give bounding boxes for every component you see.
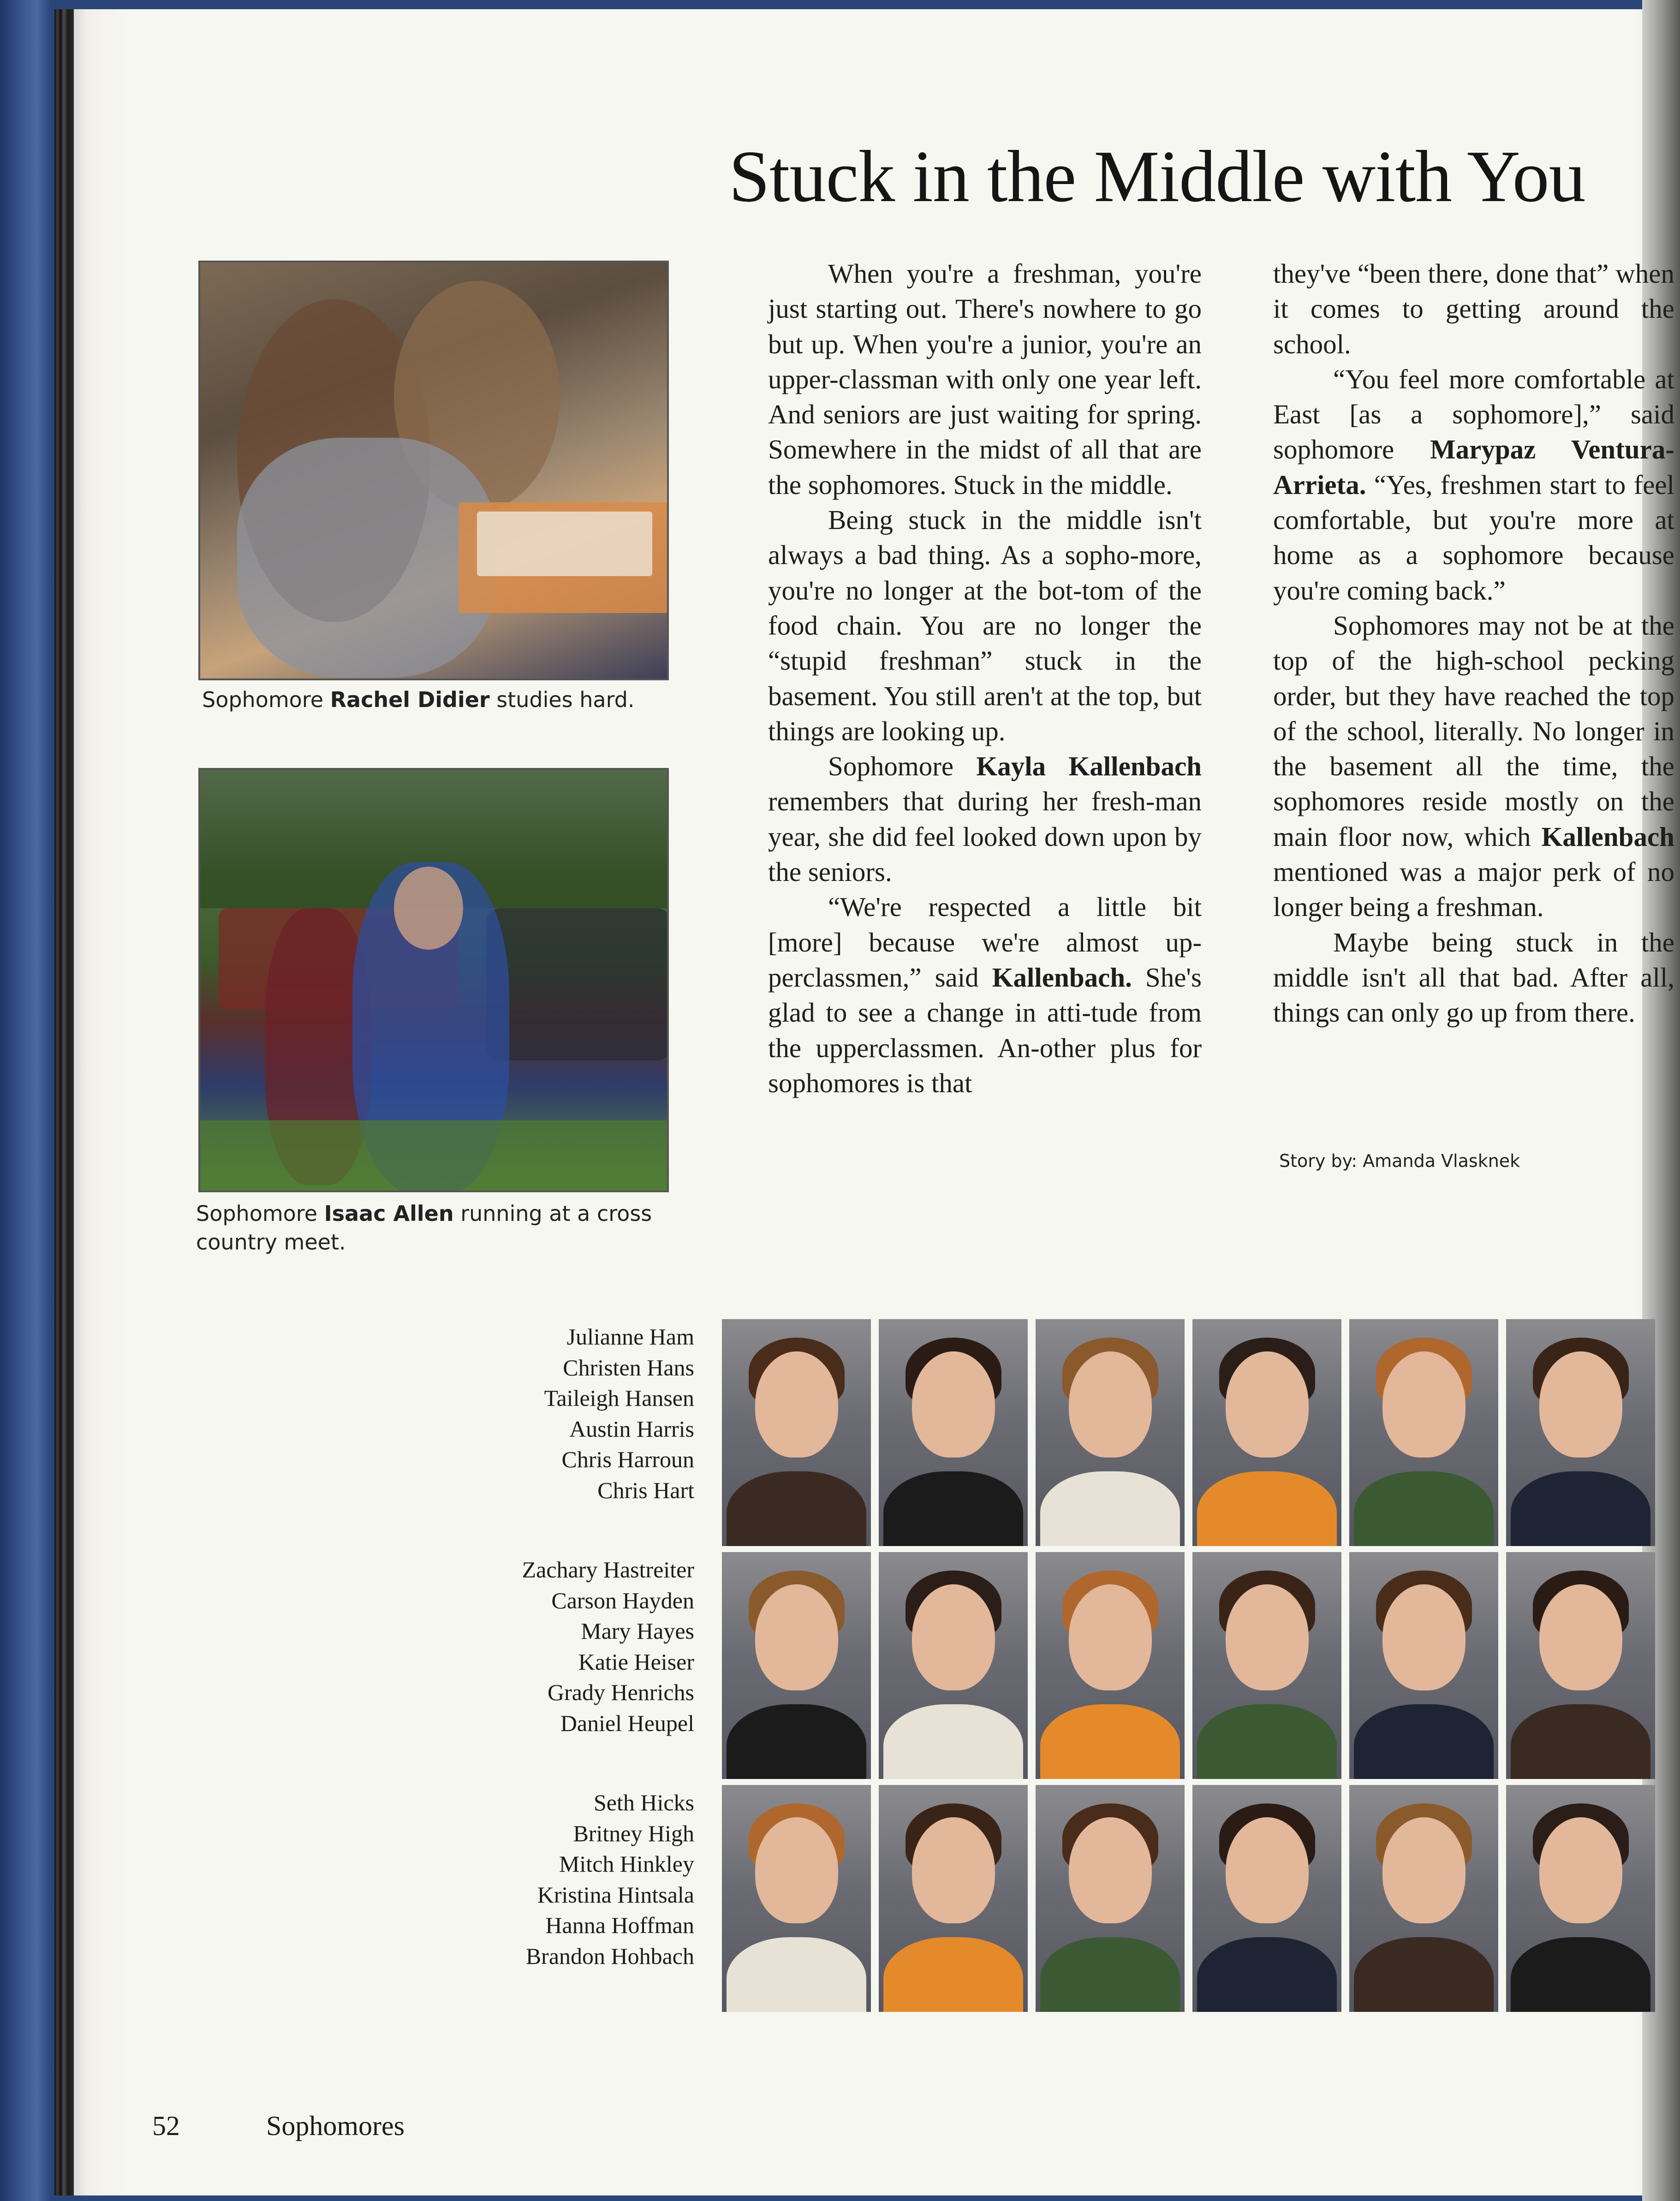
student-name: Brandon Hohbach — [525, 1943, 694, 1969]
student-portrait — [1506, 1785, 1655, 2012]
student-portrait — [1349, 1552, 1498, 1779]
page-gutter — [54, 9, 74, 2195]
student-portrait — [722, 1785, 871, 2012]
student-portrait — [722, 1319, 871, 1546]
page-number: 52 — [152, 2111, 180, 2141]
photo-cross-country — [198, 768, 669, 1192]
story-paragraph: “You feel more comfortable at East [as a sophomore],” said sophomore Marypaz Ventura-Arrieta. “Yes, freshmen start to feel comfortable, but you're more at home as a sophomore because you're coming back.” — [1273, 363, 1675, 606]
student-name: Daniel Heupel — [560, 1710, 694, 1736]
student-portrait — [1506, 1552, 1655, 1779]
student-name: Mitch Hinkley — [559, 1851, 694, 1877]
student-name: Taileigh Hansen — [544, 1385, 694, 1411]
student-portrait — [1192, 1552, 1341, 1779]
student-name: Zachary Hastreiter — [522, 1557, 694, 1582]
student-name: Mary Hayes — [581, 1618, 694, 1644]
student-portrait — [879, 1319, 1028, 1546]
student-name: Carson Hayden — [551, 1587, 694, 1613]
portrait-grid — [722, 1319, 1658, 2020]
student-portrait — [879, 1785, 1028, 2012]
story-paragraph: Being stuck in the middle isn't always a bad thing. As a sopho-more, you're no longer at the bot-tom of the food chain. You are no longer the “stupid freshman” stuck in the basement. You still aren't at the top, but things are looking up. — [768, 505, 1202, 746]
student-name: Chris Hart — [597, 1477, 694, 1503]
student-name: Austin Harris — [569, 1416, 694, 1442]
portrait-names-row-1 — [484, 1321, 694, 1505]
story-column-2 — [1273, 256, 1674, 1030]
story-byline: Story by: Amanda Vlasknek — [1279, 1151, 1520, 1171]
page-title: Stuck in the Middle with You — [729, 135, 1585, 217]
story-column-1 — [768, 256, 1202, 1100]
student-name: Britney High — [573, 1820, 694, 1846]
student-portrait — [1506, 1319, 1655, 1546]
student-portrait — [1349, 1785, 1498, 2012]
story-paragraph: Sophomores may not be at the top of the high-school pecking order, but they have reached the top of the school, literally. No longer in the basement all the time, the sophomores reside mostly on the main floor now, which Kallenbach mentioned was a major perk of no longer being a freshman. — [1273, 610, 1674, 922]
story-paragraph: When you're a freshman, you're just starting out. There's nowhere to go but up. When you're a junior, you're an upper-classman with only one year left. And seniors are just waiting for spring. Somewhere in the midst of all that are the sophomores. Stuck in the middle. — [768, 258, 1202, 500]
student-portrait — [1349, 1319, 1498, 1546]
student-portrait — [1192, 1319, 1341, 1546]
student-portrait — [1036, 1785, 1185, 2012]
photo-caption-2: Sophomore Isaac Allen running at a cross country meet. — [196, 1201, 652, 1255]
story-paragraph: Maybe being stuck in the middle isn't all that bad. After all, things can only go up from there. — [1273, 927, 1674, 1028]
student-portrait — [1036, 1319, 1185, 1546]
student-name: Grady Henrichs — [548, 1679, 694, 1705]
story-paragraph: “We're respected a little bit [more] because we're almost up-perclassmen,” said Kallenbach. She's glad to see a change in atti-tude from the upperclassmen. An-other plus for sophomores is that — [768, 892, 1202, 1098]
story-paragraph: Sophomore Kayla Kallenbach remembers that during her fresh-man year, she did feel looked down upon by the seniors. — [768, 751, 1202, 887]
student-name: Chris Harroun — [561, 1446, 694, 1472]
photo-studying — [198, 261, 669, 680]
student-portrait — [1036, 1552, 1185, 1779]
student-name: Seth Hicks — [593, 1790, 694, 1815]
student-portrait — [722, 1552, 871, 1779]
section-name: Sophomores — [266, 2111, 405, 2141]
student-name: Christen Hans — [563, 1354, 694, 1380]
photo-caption-1: Sophomore Rachel Didier studies hard. — [202, 687, 635, 712]
student-name: Hanna Hoffman — [545, 1912, 694, 1938]
student-name: Julianne Ham — [566, 1324, 694, 1350]
student-name: Katie Heiser — [578, 1648, 694, 1675]
portrait-names-row-3 — [484, 1787, 694, 1971]
portrait-names-row-2 — [484, 1554, 694, 1738]
student-portrait — [879, 1552, 1028, 1779]
student-name: Kristina Hintsala — [537, 1881, 694, 1908]
story-paragraph: they've “been there, done that” when it comes to getting around the school. — [1273, 258, 1674, 359]
student-portrait — [1192, 1785, 1341, 2012]
